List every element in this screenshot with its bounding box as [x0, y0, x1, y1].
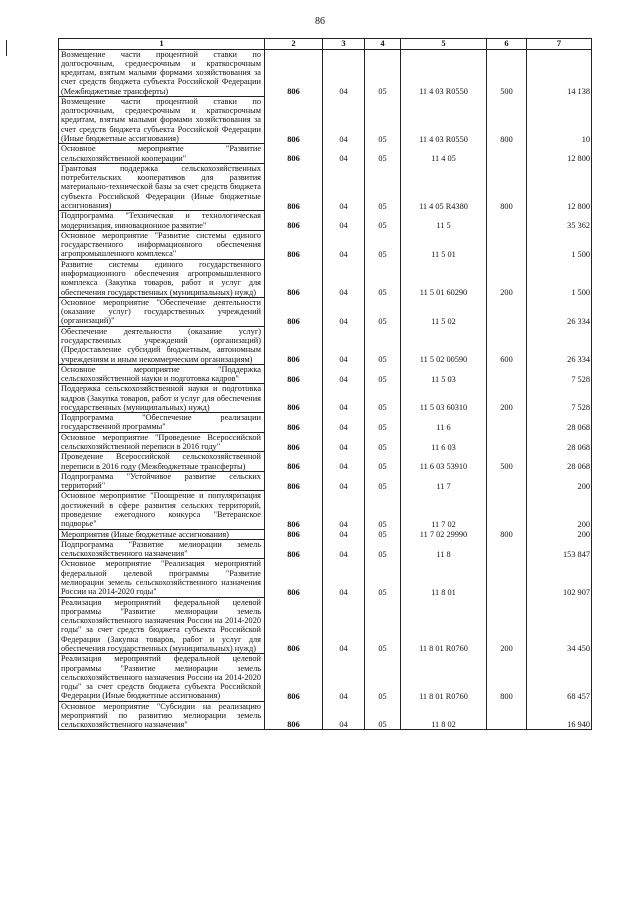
row-target-article-code: 11 7 02 [401, 491, 487, 529]
row-amount: 35 362 [527, 211, 592, 231]
row-description: Основное мероприятие "Проведение Всероссийской сельскохозяйственной переписи в 2016 году" [59, 432, 265, 452]
row-section-code: 04 [323, 491, 365, 529]
table-row [59, 559, 592, 597]
header-col-1: 1 [59, 39, 265, 50]
row-target-article-code: 11 4 03 R0550 [401, 96, 487, 143]
table-row [59, 144, 592, 164]
row-grs-code: 806 [265, 144, 323, 164]
page-number: 86 [315, 16, 325, 27]
row-amount: 200 [527, 471, 592, 491]
row-description: Подпрограмма "Устойчивое развитие сельских территорий" [59, 471, 265, 491]
row-expense-type-code: 800 [487, 163, 527, 210]
row-expense-type-code: 800 [487, 654, 527, 701]
row-amount: 26 334 [527, 326, 592, 364]
row-subsection-code: 05 [365, 326, 401, 364]
row-description: Основное мероприятие "Реализация мероприятий федеральной целевой программы "Развитие мелиорации земель сельскохозяйственного назначения России на 2014-2020 годы" [59, 559, 265, 597]
row-expense-type-code: 500 [487, 452, 527, 472]
row-section-code: 04 [323, 230, 365, 259]
row-description: Реализация мероприятий федеральной целевой программы "Развитие мелиорации земель сельскохозяйственного назначения России на 2014-2020 годы" за счет средств бюджета субъекта Российской Федерации (Иные бюджетные ассигнования) [59, 654, 265, 701]
row-section-code: 04 [323, 471, 365, 491]
row-section-code: 04 [323, 364, 365, 384]
table-row [59, 326, 592, 364]
table-row [59, 413, 592, 433]
row-amount: 200 [527, 491, 592, 529]
table-row [59, 230, 592, 259]
row-target-article-code: 11 5 02 00590 [401, 326, 487, 364]
row-target-article-code: 11 4 03 R0550 [401, 49, 487, 96]
row-subsection-code: 05 [365, 413, 401, 433]
table-row [59, 597, 592, 654]
header-col-2: 2 [265, 39, 323, 50]
row-grs-code: 806 [265, 49, 323, 96]
table-row [59, 384, 592, 413]
row-section-code: 04 [323, 452, 365, 472]
row-amount: 12 800 [527, 144, 592, 164]
row-subsection-code: 05 [365, 432, 401, 452]
row-subsection-code: 05 [365, 597, 401, 654]
row-amount: 34 450 [527, 597, 592, 654]
table-row [59, 297, 592, 326]
row-target-article-code: 11 8 01 [401, 559, 487, 597]
row-expense-type-code [487, 364, 527, 384]
row-grs-code: 806 [265, 559, 323, 597]
table-row [59, 701, 592, 730]
row-target-article-code: 11 8 01 R0760 [401, 654, 487, 701]
row-subsection-code: 05 [365, 211, 401, 231]
row-amount: 28 068 [527, 413, 592, 433]
row-expense-type-code: 600 [487, 326, 527, 364]
row-description: Основное мероприятие "Субсидии на реализацию мероприятий по развитию мелиорации земель сельскохозяйственного назначения" [59, 701, 265, 730]
row-expense-type-code [487, 491, 527, 529]
row-section-code: 04 [323, 654, 365, 701]
row-expense-type-code [487, 432, 527, 452]
row-subsection-code: 05 [365, 364, 401, 384]
header-col-5: 5 [401, 39, 487, 50]
row-expense-type-code: 200 [487, 384, 527, 413]
row-amount: 14 138 [527, 49, 592, 96]
row-expense-type-code [487, 144, 527, 164]
row-description: Обеспечение деятельности (оказание услуг) государственных учреждений (организаций) (Предоставление субсидий бюджетным, автономным учреждениям и иным некоммерческим организациям) [59, 326, 265, 364]
row-amount: 10 [527, 96, 592, 143]
row-section-code: 04 [323, 96, 365, 143]
row-expense-type-code [487, 211, 527, 231]
row-subsection-code: 05 [365, 259, 401, 297]
table-row [59, 163, 592, 210]
row-section-code: 04 [323, 49, 365, 96]
row-subsection-code: 05 [365, 230, 401, 259]
row-grs-code: 806 [265, 471, 323, 491]
row-expense-type-code: 200 [487, 597, 527, 654]
row-description: Подпрограмма "Обеспечение реализации государственной программы" [59, 413, 265, 433]
row-amount: 1 500 [527, 259, 592, 297]
row-section-code: 04 [323, 432, 365, 452]
row-target-article-code: 11 7 02 29990 [401, 529, 487, 539]
row-subsection-code: 05 [365, 144, 401, 164]
row-amount: 28 068 [527, 452, 592, 472]
table-header-row [59, 39, 592, 50]
row-amount: 12 800 [527, 163, 592, 210]
row-description: Возмещение части процентной ставки по долгосрочным, среднесрочным и краткосрочным кредитам, взятым малыми формами хозяйствования за счет средств бюджета субъекта Российской Федерации (Иные бюджетные ассигнования) [59, 96, 265, 143]
row-target-article-code: 11 5 01 [401, 230, 487, 259]
row-description: Основное мероприятие "Обеспечение деятельности (оказание услуг) государственных учреждений (организаций)" [59, 297, 265, 326]
row-description: Развитие системы единого государственного информационного обеспечения агропромышленного комплекса (Закупка товаров, работ и услуг для обеспечения государственных (муниципальных) нужд) [59, 259, 265, 297]
row-section-code: 04 [323, 539, 365, 559]
row-grs-code: 806 [265, 230, 323, 259]
row-amount: 28 068 [527, 432, 592, 452]
table-row [59, 432, 592, 452]
row-section-code: 04 [323, 297, 365, 326]
row-subsection-code: 05 [365, 701, 401, 730]
row-amount: 102 907 [527, 559, 592, 597]
row-expense-type-code: 800 [487, 96, 527, 143]
header-col-7: 7 [527, 39, 592, 50]
row-grs-code: 806 [265, 539, 323, 559]
row-target-article-code: 11 6 03 [401, 432, 487, 452]
row-subsection-code: 05 [365, 452, 401, 472]
row-grs-code: 806 [265, 364, 323, 384]
table-row [59, 211, 592, 231]
row-section-code: 04 [323, 701, 365, 730]
row-target-article-code: 11 4 05 R4380 [401, 163, 487, 210]
table-row [59, 539, 592, 559]
row-section-code: 04 [323, 597, 365, 654]
row-amount: 68 457 [527, 654, 592, 701]
row-grs-code: 806 [265, 326, 323, 364]
table-row [59, 259, 592, 297]
row-expense-type-code: 800 [487, 529, 527, 539]
row-subsection-code: 05 [365, 163, 401, 210]
row-section-code: 04 [323, 529, 365, 539]
row-description: Реализация мероприятий федеральной целевой программы "Развитие мелиорации земель сельскохозяйственного назначения России на 2014-2020 годы" за счет средств бюджета субъекта Российской Федерации (Закупка товаров, работ и услуг для обеспечения государственных (муниципальных) нужд) [59, 597, 265, 654]
row-amount: 200 [527, 529, 592, 539]
row-section-code: 04 [323, 144, 365, 164]
row-target-article-code: 11 5 02 [401, 297, 487, 326]
row-grs-code: 806 [265, 452, 323, 472]
row-expense-type-code [487, 471, 527, 491]
table-row [59, 654, 592, 701]
row-subsection-code: 05 [365, 491, 401, 529]
row-subsection-code: 05 [365, 471, 401, 491]
row-expense-type-code: 500 [487, 49, 527, 96]
row-expense-type-code [487, 230, 527, 259]
row-grs-code: 806 [265, 211, 323, 231]
row-section-code: 04 [323, 559, 365, 597]
row-description: Возмещение части процентной ставки по долгосрочным, среднесрочным и краткосрочным кредитам, взятым малыми формами хозяйствования за счет средств бюджета субъекта Российской Федерации (Межбюджетные трансферты) [59, 49, 265, 96]
row-section-code: 04 [323, 326, 365, 364]
row-amount: 1 500 [527, 230, 592, 259]
header-col-4: 4 [365, 39, 401, 50]
row-description: Проведение Всероссийской сельскохозяйственной переписи в 2016 году (Межбюджетные трансферты) [59, 452, 265, 472]
row-target-article-code: 11 8 02 [401, 701, 487, 730]
row-grs-code: 806 [265, 259, 323, 297]
row-section-code: 04 [323, 211, 365, 231]
row-grs-code: 806 [265, 529, 323, 539]
row-grs-code: 806 [265, 491, 323, 529]
row-expense-type-code [487, 297, 527, 326]
row-subsection-code: 05 [365, 654, 401, 701]
budget-table [58, 38, 592, 730]
row-description: Подпрограмма "Техническая и технологическая модернизация, инновационное развитие" [59, 211, 265, 231]
row-grs-code: 806 [265, 96, 323, 143]
row-expense-type-code [487, 701, 527, 730]
row-grs-code: 806 [265, 163, 323, 210]
row-target-article-code: 11 7 [401, 471, 487, 491]
row-grs-code: 806 [265, 297, 323, 326]
row-amount: 153 847 [527, 539, 592, 559]
row-description: Основное мероприятие "Поощрение и популяризация достижений в сфере развития сельских территорий, проведение ежегодного конкурса "Ветеранское подворье" [59, 491, 265, 529]
row-target-article-code: 11 5 03 [401, 364, 487, 384]
row-expense-type-code [487, 539, 527, 559]
row-description: Основное мероприятие "Развитие сельскохозяйственной кооперации" [59, 144, 265, 164]
row-target-article-code: 11 6 03 53910 [401, 452, 487, 472]
row-subsection-code: 05 [365, 297, 401, 326]
row-target-article-code: 11 4 05 [401, 144, 487, 164]
row-grs-code: 806 [265, 384, 323, 413]
table-row [59, 529, 592, 539]
table-row [59, 49, 592, 96]
table-row [59, 96, 592, 143]
row-subsection-code: 05 [365, 529, 401, 539]
row-target-article-code: 11 5 01 60290 [401, 259, 487, 297]
row-amount: 7 528 [527, 384, 592, 413]
header-col-3: 3 [323, 39, 365, 50]
row-subsection-code: 05 [365, 96, 401, 143]
row-section-code: 04 [323, 384, 365, 413]
row-description: Подпрограмма "Развитие мелиорации земель сельскохозяйственного назначения" [59, 539, 265, 559]
row-expense-type-code [487, 413, 527, 433]
table-row [59, 364, 592, 384]
row-grs-code: 806 [265, 654, 323, 701]
row-description: Грантовая поддержка сельскохозяйственных потребительских кооперативов для развития материально-технической базы за счет средств бюджета субъекта Российской Федерации (Иные бюджетные ассигнования) [59, 163, 265, 210]
header-col-6: 6 [487, 39, 527, 50]
table-row [59, 452, 592, 472]
row-section-code: 04 [323, 163, 365, 210]
row-target-article-code: 11 5 [401, 211, 487, 231]
row-target-article-code: 11 5 03 60310 [401, 384, 487, 413]
row-amount: 26 334 [527, 297, 592, 326]
row-subsection-code: 05 [365, 384, 401, 413]
row-subsection-code: 05 [365, 49, 401, 96]
row-section-code: 04 [323, 259, 365, 297]
row-description: Основное мероприятие "Поддержка сельскохозяйственной науки и подготовка кадров" [59, 364, 265, 384]
row-description: Основное мероприятие "Развитие системы единого государственного информационного обеспечения агропромышленного комплекса" [59, 230, 265, 259]
row-grs-code: 806 [265, 701, 323, 730]
table-row [59, 471, 592, 491]
table-body [59, 49, 592, 730]
row-amount: 16 940 [527, 701, 592, 730]
row-target-article-code: 11 8 [401, 539, 487, 559]
row-subsection-code: 05 [365, 539, 401, 559]
row-grs-code: 806 [265, 432, 323, 452]
row-subsection-code: 05 [365, 559, 401, 597]
row-expense-type-code: 200 [487, 259, 527, 297]
row-grs-code: 806 [265, 597, 323, 654]
row-description: Мероприятия (Иные бюджетные ассигнования) [59, 529, 265, 539]
row-section-code: 04 [323, 413, 365, 433]
row-target-article-code: 11 8 01 R0760 [401, 597, 487, 654]
table-row [59, 491, 592, 529]
row-amount: 7 528 [527, 364, 592, 384]
row-description: Поддержка сельскохозяйственной науки и подготовка кадров (Закупка товаров, работ и услуг для обеспечения государственных (муниципальных) нужд) [59, 384, 265, 413]
row-grs-code: 806 [265, 413, 323, 433]
margin-mark [6, 40, 7, 56]
row-target-article-code: 11 6 [401, 413, 487, 433]
row-expense-type-code [487, 559, 527, 597]
